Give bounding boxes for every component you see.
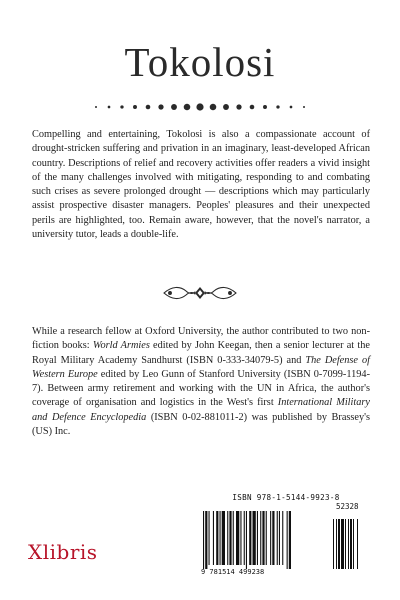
book-blurb (32, 128, 370, 242)
blurb-text: Compelling and entertaining, Tokolosi is also a compassionate account of drought-stricken suffering and privation in an imaginary, least-developed African country. Descriptions of relief and recovery activities offer readers a vivid insight of the many challenges involved with mitigating, responding to and combating such crises as severe prolonged drought — descriptions which may particularly assist prospective disaster managers. Peoples' pleasures and their unexpected perils are highlighted, too. Remain aware, however, that the novel's narrator, a university tutor, leads a double-life. (32, 129, 370, 241)
book-title: Tokolosi (124, 39, 276, 85)
isbn-label: ISBN 978-1-5144-9923-8 (232, 493, 340, 502)
author-bio (32, 325, 370, 439)
bio-part-3: edited by Leo Gunn of Stanford University (ISBN 0-7099-1194-7). Between army retirement and working with the UN in Africa, the author's coverage of organisation and logistics in the West's first (32, 368, 370, 409)
publisher-logo: Xlibris (28, 540, 98, 564)
bio-book-3: International Military and Defence Encyclopedia (32, 397, 370, 423)
barcode-digits: 9 781514 499238 (201, 568, 265, 576)
dotted-divider (90, 100, 310, 114)
price-code: 52328 (336, 502, 359, 511)
bio-book-2: The Defense of Western Europe (32, 354, 370, 380)
bio-part-4: (ISBN 0-02-881011-2) was published by Brassey's (US) Inc. (32, 411, 371, 438)
barcode-bars-icon (199, 511, 373, 569)
bio-part-1: While a research fellow at Oxford University, the author contributed to two non-fiction books: (32, 326, 370, 352)
ornament-divider (160, 282, 240, 304)
bio-text (32, 325, 370, 439)
bio-book-1: World Armies (92, 340, 150, 352)
bio-part-2: edited by John Keegan, then a senior lecturer at the Royal Military Academy Sandhurst (ISBN 0-333-34079-5) and (32, 340, 370, 366)
